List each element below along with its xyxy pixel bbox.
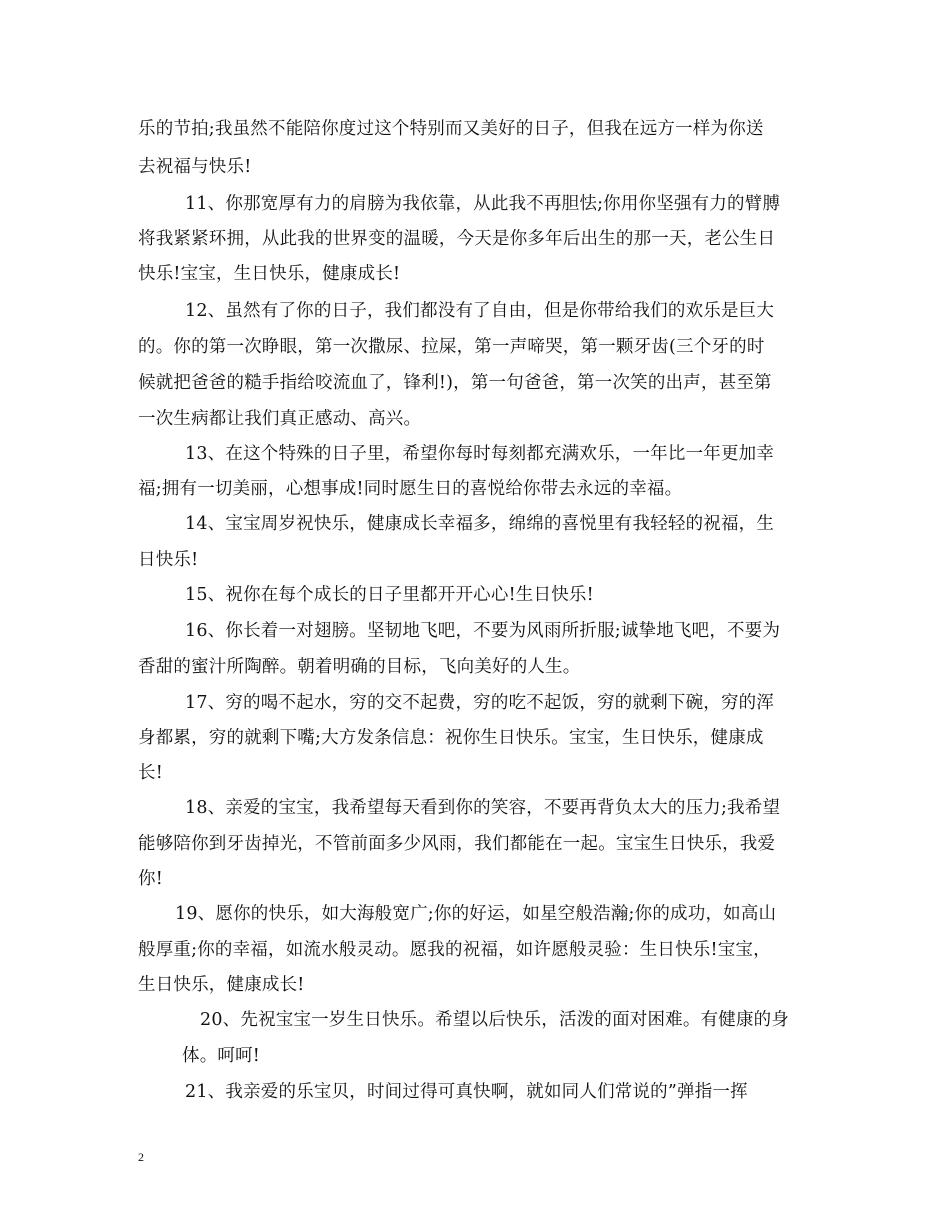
page-number: 2 (138, 1150, 144, 1164)
text-line: 16、你长着一对翅膀。坚韧地飞吧，不要为风雨所折服;诚挚地飞吧，不要为 (185, 621, 781, 641)
text-line: 20、先祝宝宝一岁生日快乐。希望以后快乐，活泼的面对困难。有健康的身 (200, 1010, 790, 1030)
text-line: 快乐!宝宝，生日快乐，健康成长! (138, 264, 401, 284)
text-line: 生日快乐，健康成长! (138, 975, 305, 995)
text-line: 乐的节拍;我虽然不能陪你度过这个特别而又美好的日子，但我在远方一样为你送 (138, 119, 764, 139)
text-line: 长! (138, 763, 163, 783)
text-line: 18、亲爱的宝宝，我希望每天看到你的笑容，不要再背负太大的压力;我希望 (185, 798, 781, 818)
text-line: 身都累，穷的就剩下嘴;大方发条信息：祝你生日快乐。宝宝，生日快乐，健康成 (138, 728, 764, 748)
text-line: 一次生病都让我们真正感动、高兴。 (138, 409, 422, 429)
text-line: 12、虽然有了你的日子，我们都没有了自由，但是你带给我们的欢乐是巨大 (185, 301, 775, 321)
text-line: 般厚重;你的幸福，如流水般灵动。愿我的祝福，如许愿般灵验：生日快乐!宝宝， (138, 940, 771, 960)
text-line: 15、祝你在每个成长的日子里都开开心心!生日快乐! (185, 585, 594, 605)
text-line: 你! (138, 869, 163, 889)
text-line: 福;拥有一切美丽，心想事成!同时愿生日的喜悦给你带去永远的幸福。 (138, 479, 683, 499)
text-line: 体。呵呵! (182, 1046, 261, 1066)
text-line: 17、穷的喝不起水，穷的交不起费，穷的吃不起饭，穷的就剩下碗，穷的浑 (185, 693, 775, 713)
text-line: 13、在这个特殊的日子里，希望你每时每刻都充满欢乐，一年比一年更加幸 (185, 444, 775, 464)
text-line: 去祝福与快乐! (138, 157, 252, 177)
text-line: 11、你那宽厚有力的肩膀为我依靠，从此我不再胆怯;你用你坚强有力的臂膊 (185, 194, 781, 214)
text-line: 21、我亲爱的乐宝贝，时间过得可真快啊，就如同人们常说的”弹指一挥 (185, 1082, 748, 1102)
text-line: 日快乐! (138, 550, 199, 570)
text-line: 14、宝宝周岁祝快乐，健康成长幸福多，绵绵的喜悦里有我轻轻的祝福，生 (185, 514, 775, 534)
text-line: 香甜的蜜汁所陶醉。朝着明确的目标，飞向美好的人生。 (138, 657, 581, 677)
text-line: 的。你的第一次睁眼，第一次撒尿、拉屎，第一声啼哭，第一颗牙齿(三个牙的时 (138, 337, 765, 357)
text-line: 19、愿你的快乐，如大海般宽广;你的好运，如星空般浩瀚;你的成功，如高山 (175, 904, 777, 924)
text-line: 候就把爸爸的糙手指给咬流血了，锋利!)，第一句爸爸，第一次笑的出声，甚至第 (138, 373, 772, 393)
text-line: 将我紧紧环拥，从此我的世界变的温暖，今天是你多年后出生的那一天，老公生日 (138, 229, 776, 249)
text-line: 能够陪你到牙齿掉光，不管前面多少风雨，我们都能在一起。宝宝生日快乐，我爱 (138, 834, 776, 854)
